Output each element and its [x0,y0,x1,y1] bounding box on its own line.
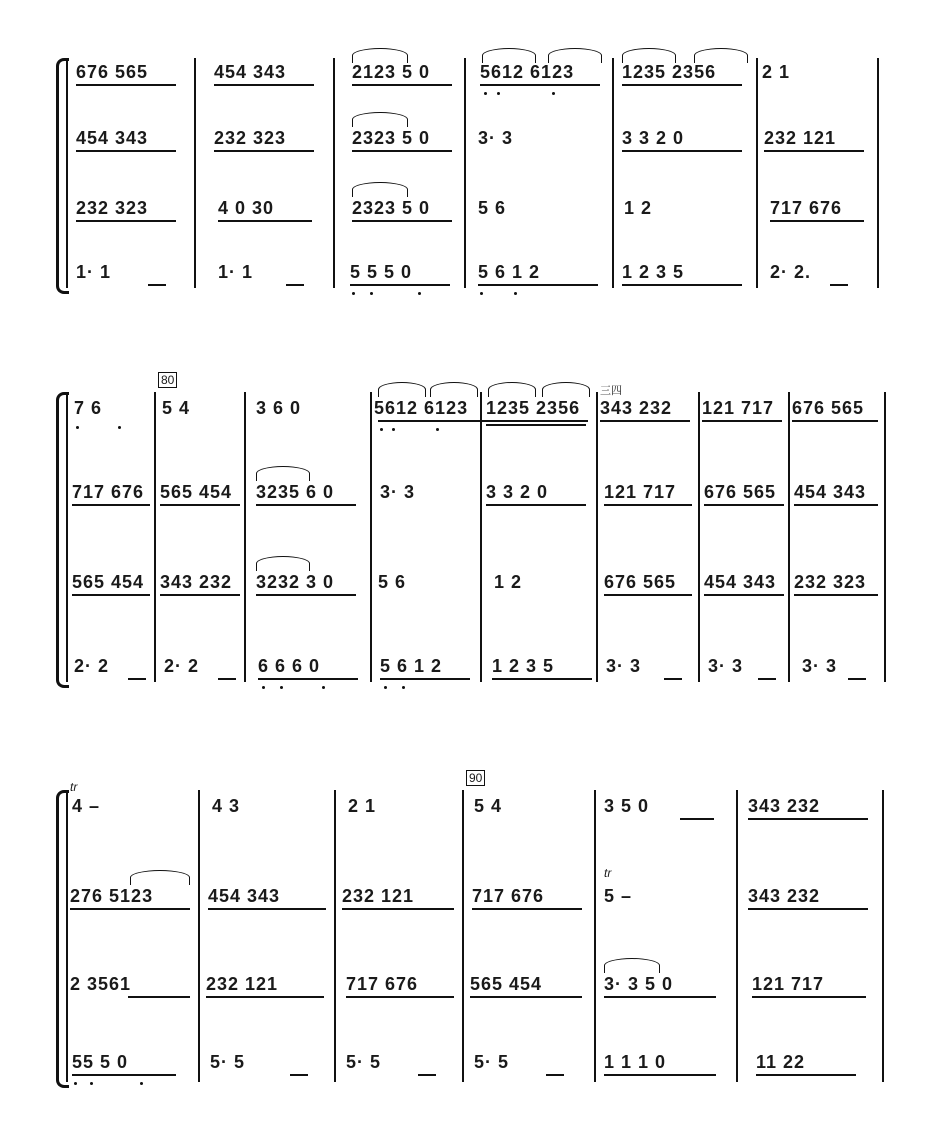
beam-line [756,1074,856,1076]
measure: 1 2 [624,198,653,218]
measure: 343 232 [748,796,821,816]
measure: 4 3 [212,796,241,816]
measure: 5 – [604,886,633,906]
beam-line [470,996,582,998]
octave-dot [140,1082,143,1085]
barline [462,790,464,1082]
measure: 565 454 [160,482,233,502]
measure: 3· 3 [802,656,838,676]
measure: 5 5 5 0 [350,262,413,282]
measure: 3 3 2 0 [486,482,549,502]
beam-line [680,818,714,820]
measure: 121 717 [702,398,775,418]
measure: 232 323 [794,572,867,592]
rehearsal-marker: 80 [158,372,177,388]
measure: 565 454 [470,974,543,994]
measure: 343 232 [160,572,233,592]
measure: 454 343 [76,128,149,148]
measure: 232 121 [206,974,279,994]
measure: 1· 1 [218,262,254,282]
measure: 11 22 [756,1052,806,1072]
beam-line [752,996,866,998]
measure: 676 565 [792,398,865,418]
measure: 454 343 [704,572,777,592]
measure: 1· 1 [76,262,112,282]
slur [130,870,190,885]
trill-label: tr [604,866,612,880]
measure: 121 717 [752,974,825,994]
measure: 2 3561 [70,974,132,994]
trill-label: tr [70,780,78,794]
measure: 3232 3 0 [256,572,335,592]
measure: 565 454 [72,572,145,592]
measure: 232 121 [764,128,837,148]
measure: 2123 5 0 [352,62,431,82]
octave-dot [90,1082,93,1085]
measure: 55 5 0 [72,1052,129,1072]
measure: 1 2 3 5 [492,656,555,676]
measure: 6 6 6 0 [258,656,321,676]
measure: 454 343 [214,62,287,82]
beam-line [206,996,324,998]
measure: 5 6 [478,198,507,218]
measure: 717 676 [770,198,843,218]
beam-line [472,908,582,910]
annotation-label: 三四 [600,385,622,397]
beam-line [604,1074,716,1076]
beam-line [418,1074,436,1076]
measure: 3· 3 [708,656,744,676]
measure: 3· 3 [606,656,642,676]
measure: 676 565 [604,572,677,592]
measure: 5 6 1 2 [380,656,443,676]
measure: 3· 3 [478,128,514,148]
measure: 676 565 [704,482,777,502]
measure: 676 565 [76,62,149,82]
measure: 343 232 [600,398,673,418]
slur [604,958,660,973]
measure: 5 6 [378,572,407,592]
measure: 5612 6123 [480,62,575,82]
octave-dot [74,1082,77,1085]
measure: 5· 5 [210,1052,246,1072]
measure: 717 676 [346,974,419,994]
measure: 3 3 2 0 [622,128,685,148]
measure: 717 676 [472,886,545,906]
measure: 717 676 [72,482,145,502]
measure: 1 2 [494,572,523,592]
measure: 1 1 1 0 [604,1052,667,1072]
measure: 7 6 [74,398,103,418]
measure: 2· 2. [770,262,812,282]
measure: 2323 5 0 [352,198,431,218]
measure: 1235 2356 [622,62,717,82]
measure: 5 6 1 2 [478,262,541,282]
beam-line [346,996,454,998]
measure: 5612 6123 [374,398,469,418]
measure: 454 343 [794,482,867,502]
measure: 2323 5 0 [352,128,431,148]
beam-line [70,908,190,910]
beam-line [342,908,454,910]
measure: 5 4 [474,796,503,816]
system-left-line [66,790,68,1082]
measure: 4 – [72,796,101,816]
measure: 2 1 [348,796,377,816]
measure: 454 343 [208,886,281,906]
measure: 3 5 0 [604,796,650,816]
measure: 232 323 [76,198,149,218]
beam-line [546,1074,564,1076]
beam-line [748,818,868,820]
measure: 4 0 30 [218,198,275,218]
measure: 3235 6 0 [256,482,335,502]
beam-line [604,996,716,998]
measure: 232 121 [342,886,415,906]
measure: 1235 2356 [486,398,581,418]
measure: 2 1 [762,62,791,82]
measure: 2· 2 [164,656,200,676]
measure: 5 4 [162,398,191,418]
rehearsal-marker: 90 [466,770,485,786]
barline [594,790,596,1082]
barline [334,790,336,1082]
measure: 276 5123 [70,886,154,906]
beam-line [128,996,190,998]
measure: 343 232 [748,886,821,906]
barline [736,790,738,1082]
measure: 3· 3 5 0 [604,974,674,994]
measure: 1 2 3 5 [622,262,685,282]
barline [198,790,200,1082]
measure: 3 6 0 [256,398,302,418]
beam-line [748,908,868,910]
beam-line [208,908,326,910]
measure: 5· 5 [474,1052,510,1072]
measure: 3· 3 [380,482,416,502]
measure: 2· 2 [74,656,110,676]
beam-line [72,1074,176,1076]
barline [882,790,884,1082]
beam-line [290,1074,308,1076]
measure: 232 323 [214,128,287,148]
measure: 121 717 [604,482,677,502]
measure: 5· 5 [346,1052,382,1072]
